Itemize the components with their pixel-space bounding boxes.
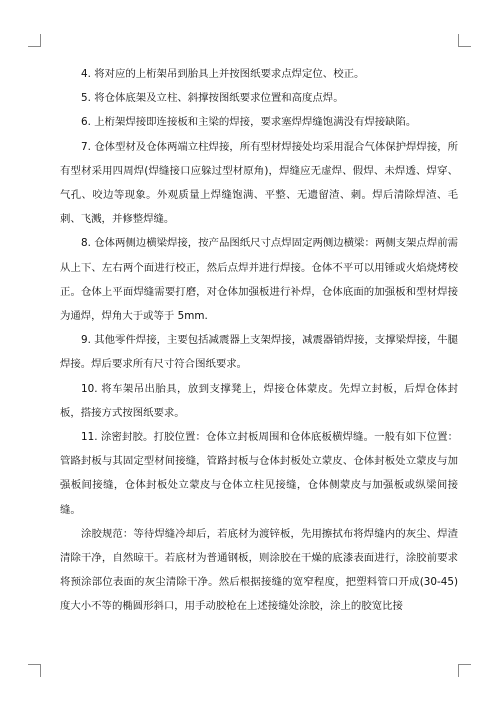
paragraph-step-7: 7. 仓体型材及仓体两端立柱焊接，所有型材焊接处均采用混合气体保护焊焊接，所有型材采用四周焊(焊缝接口应躲过型材原角)，焊缝应无虚焊、假焊、未焊透、焊穿、气孔、咬边等现象。外观质量上焊缝饱满、平整、无遗留渣、刺。焊后清除焊渣、毛刺、飞溅，并修整焊缝。 [60,140,458,226]
paragraph-gluing-spec: 涂胶规范：等待焊缝冷却后，若底材为渡锌板，先用擦拭布将焊缝内的灰尘、焊渣清除干净，自然晾干。若底材为普通钢板，则涂胶在干燥的底漆表面进行，涂胶前要求将预涂部位表面的灰尘清除干净。然后根据接缝的宽窄程度，把塑料管口开成(30-45)度大小不等的椭圆形斜口，用手动胶枪在上述接缝处涂胶，涂上的胶宽比接 [60,527,458,613]
crop-mark-bottom-right [458,664,471,677]
paragraph-step-4: 4. 将对应的上桁架吊到胎具上并按图纸要求点焊定位、校正。 [81,68,365,80]
paragraph-step-11: 11. 涂密封胶。打胶位置：仓体立封板周围和仓体底板横焊缝。一般有如下位置：管路封板与其固定型材间接缝，管路封板与仓体封板处立蒙皮、仓体封板处立蒙皮与加强板间接缝，仓体封板处立蒙皮与仓体立柱见接缝，仓体侧蒙皮与加强板或纵梁间接缝。 [60,431,458,516]
paragraph-step-6: 6. 上桁架焊接即连接板和主梁的焊接，要求塞焊焊缝饱满没有焊接缺陷。 [81,116,417,129]
paragraph-step-9: 9. 其他零件焊接，主要包括减震器上支架焊接，减震器销焊接，支撑梁焊接，牛腿焊接。焊后要求所有尺寸符合图纸要求。 [60,334,458,371]
paragraph-step-5: 5. 将仓体底架及立柱、斜撑按图纸要求位置和高度点焊。 [81,92,344,105]
crop-mark-top-left [28,34,41,47]
paragraph-step-8: 8. 仓体两侧边横梁焊接，按产品图纸尺寸点焊固定两侧边横梁：两侧支架点焊前需从上下、左右两个面进行校正，然后点焊并进行焊接。仓体不平可以用锤或火焰烧烤校正。仓体上平面焊缝需要打磨，对仓体加强板进行补焊，仓体底面的加强板和型材焊接为通焊，焊角大于或等于 5mm. [60,237,458,323]
crop-mark-top-right [458,34,471,47]
paragraph-step-10: 10. 将车架吊出胎具，放到支撑凳上，焊接仓体蒙皮。先焊立封板，后焊仓体封板，搭接方式按图纸要求。 [60,382,458,419]
crop-mark-bottom-left [28,664,41,677]
document-body [60,62,458,619]
